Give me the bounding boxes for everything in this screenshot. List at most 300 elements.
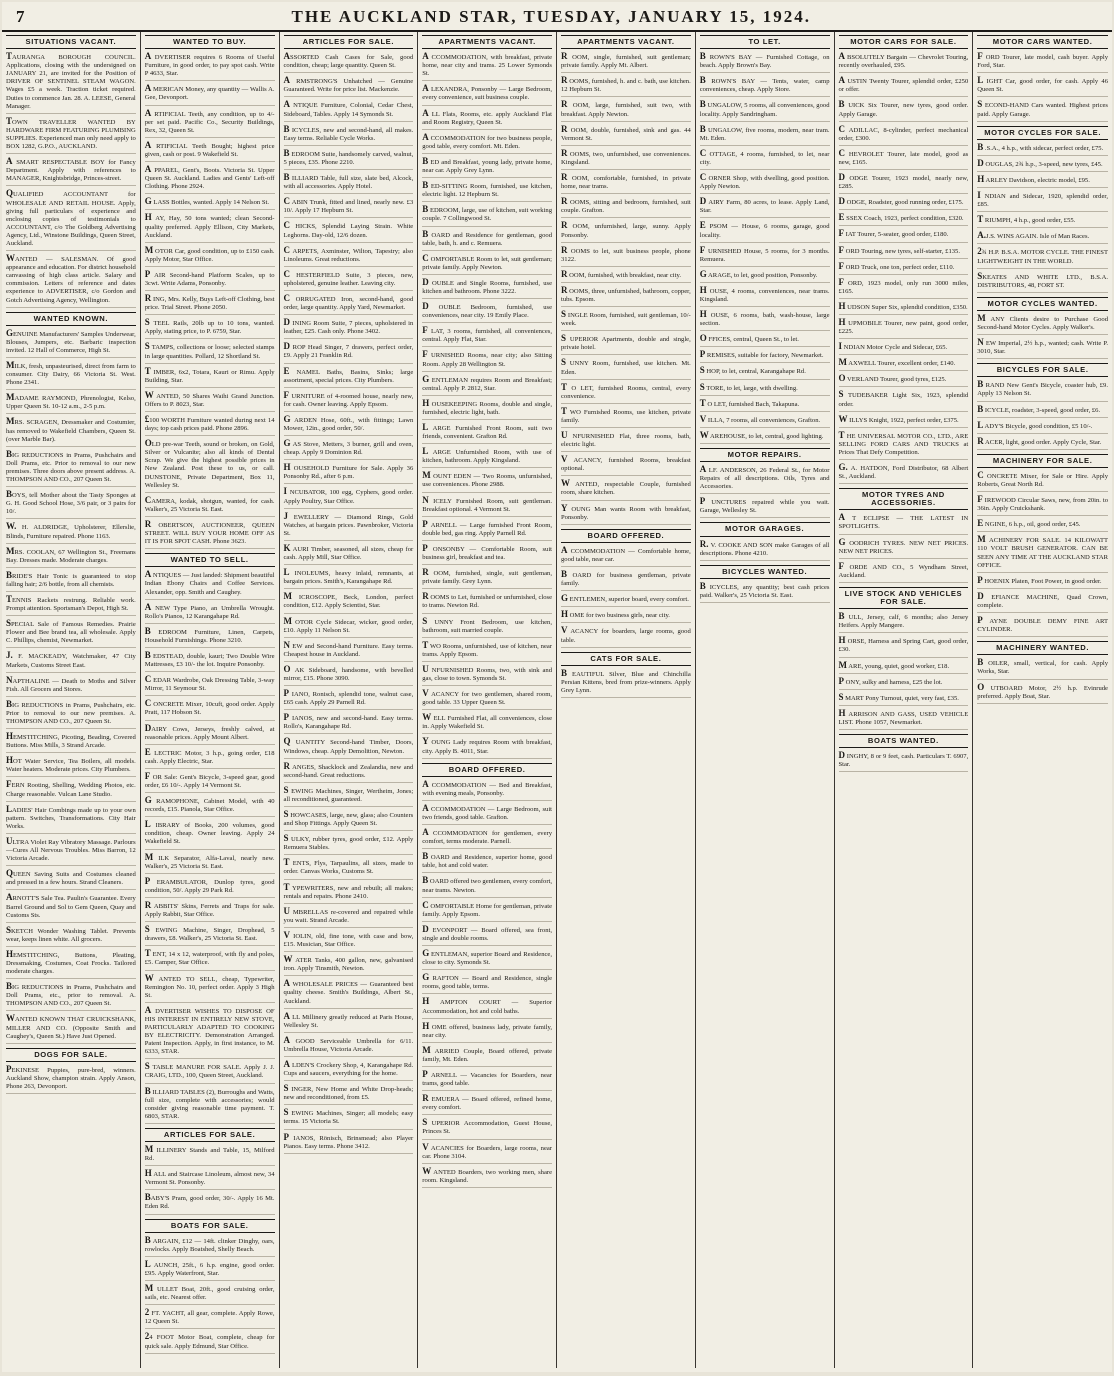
classified-ad: R OOMS to Let, furnished or unfurnished, close to trams. Newton Rd. (422, 592, 552, 613)
classified-ad: WANTED KNOWN THAT CRUICKSHANK, MILLER AND CO. (Opposite Smith and Caughey's, Queen St.) Have Just Opened. (6, 1014, 136, 1043)
classified-ad: W ATER Tanks, 400 gallon, new, galvanised iron. Apply Tinsmith, Newton. (284, 955, 414, 976)
classified-ad: B EDROOM Suite, handsomely carved, walnut, 5 pieces, £35. Phone 2210. (284, 149, 414, 170)
classified-ad: B EDROOM, large, use of kitchen, suit working couple. 7 Collingwood St. (422, 205, 552, 226)
classified-ad: £100 WORTH Furniture wanted during next 14 days; top cash prices paid. Phone 2896. (145, 415, 275, 436)
classified-ad: B EDROOM Furniture, Linen, Carpets, Household Furnishings. Phone 3210. (145, 627, 275, 648)
classified-ad: F LAT, 3 rooms, furnished, all conveniences, central. Apply Flat, Star. (422, 326, 552, 347)
classified-ad: A CCOMMODATION for gentlemen, every comfort, terms moderate. Parnell. (422, 828, 552, 849)
classified-ad: S TAMPS, collections or loose; selected stamps in large quantities. Pollard, 12 Shortland St. (145, 342, 275, 363)
classified-ad: A CCOMMODATION, with breakfast, private home, near city and trams. 25 Lower Symonds St. (422, 52, 552, 81)
classified-ad: F ORD Tourer, late model, cash buyer. Apply Ford, Star. (977, 52, 1108, 73)
page-number: 7 (16, 7, 25, 26)
classified-ad: A LL Flats, Rooms, etc. apply Auckland Flat and Room Registry, Queen St. (422, 109, 552, 130)
classified-ad: WANTED — SALESMAN. Of good appearance and education. For district household canvassing of high class article. Salary and commission. Letters of reference and dates experience to ADVERTISER, c/o Gordon and Gotch Advertising Agency, Wellington. (6, 254, 136, 308)
classified-ad: L IBRARY of Books, 200 volumes, good condition, cheap. Owner leaving. Apply 24 Wakefield St. (145, 820, 275, 849)
classified-ad: TOWN TRAVELLER WANTED BY HARDWARE FIRM FEATURING PLUMBING SUPPLIES. Experienced man only need apply to BOX 1282, G.P.O., AUCKLAND. (6, 117, 136, 154)
classified-ad: G ARAGE, to let, good position, Ponsonby. (700, 270, 830, 283)
classified-ad: E PSOM — House, 6 rooms, garage, good locality. (700, 221, 830, 242)
classified-ad: M AXWELL Tourer, excellent order, £140. (839, 358, 969, 371)
classified-ad: H ORSE, Harness and Spring Cart, good order, £30. (839, 636, 969, 657)
classified-ad: P IANOS, new and second-hand. Easy terms. Rollo's, Karangahape Rd. (284, 713, 414, 734)
classified-ad: D AIRY Farm, 80 acres, to lease. Apply Land, Star. (700, 197, 830, 218)
section-heading: DOGS FOR SALE. (6, 1048, 136, 1062)
classified-ad: J. F. MACKEADY, Watchmaker, 47 City Markets, Customs Street East. (6, 651, 136, 672)
classified-ad: B ILLIARD Table, full size, slate bed, Alcock, with all accessories. Apply Hotel. (284, 173, 414, 194)
classified-ad: M OTOR Cycle Sidecar, wicker, good order, £10. Apply 11 Nelson St. (284, 617, 414, 638)
classified-ad: V ACANCY, furnished Rooms, breakfast optional. (561, 455, 691, 476)
column-4 (418, 32, 557, 1368)
classified-ad: R. V. COOKE AND SON make Garages of all descriptions. Phone 4210. (700, 540, 830, 561)
classified-ad: O VERLAND Tourer, good tyres, £125. (839, 374, 969, 387)
classified-ad: A RTIFICIAL Teeth Bought; highest price given, cash or post. 9 Wakefield St. (145, 141, 275, 162)
classified-ad: F IAT Tourer, 5-seater, good order, £180. (839, 229, 969, 242)
classified-ad: S UPERIOR Accommodation, Guest House, Princes St. (422, 1118, 552, 1139)
classified-ad: P IANOS, Rönisch, Brinsmead; also Player Pianos. Easy terms. Phone 3412. (284, 1133, 414, 1154)
section-heading: MOTOR CARS FOR SALE. (839, 35, 969, 49)
classified-ad: A LL Millinery greatly reduced at Paris House, Wellesley St. (284, 1012, 414, 1033)
classified-ad: H OUSEHOLD Furniture for Sale. Apply 36 Ponsonby Rd., after 6 p.m. (284, 463, 414, 484)
classified-ad: M ARE, young, quiet, good worker, £18. (839, 661, 969, 674)
classified-ad: 2 FT. YACHT, all gear, complete. Apply Rowe, 12 Queen St. (145, 1308, 275, 1329)
column-6 (696, 32, 835, 1368)
section-heading: MACHINERY FOR SALE. (977, 454, 1108, 468)
classified-ad: R OOM, furnished, single, suit gentleman, private family. Grey Lynn. (422, 568, 552, 589)
classified-ad: B ROWN'S BAY — Furnished Cottage, on beach. Apply Brown's Bay. (700, 52, 830, 73)
classified-ad: R OBERTSON, AUCTIONEER, QUEEN STREET. WILL BUY YOUR HOME OFF AS IT IS FOR SPOT CASH. Phone 3623. (145, 520, 275, 549)
column-3 (280, 32, 419, 1368)
classified-ad: P ARNELL — Vacancies for Boarders, near trams, good table. (422, 1070, 552, 1091)
classified-ad: H OME for two business girls, near city. (561, 610, 691, 623)
classified-ad: HOT Water Service, Tea Boilers, all models. Water heaters. Moderate prices. City Plumbers. (6, 756, 136, 777)
classified-ad: S MART Pony Turnout, quiet, very fast, £35. (839, 693, 969, 706)
classified-ad: D EVONPORT — Board offered, sea front, single and double rooms. (422, 925, 552, 946)
classified-ad: F ORD Touring, new tyres, self-starter, £135. (839, 246, 969, 259)
classified-ad: F OR Sale: Gent's Bicycle, 3-speed gear, good order, £6 10/-. Apply 14 Vermont St. (145, 772, 275, 793)
classified-ad: D OUGLAS, 2¾ h.p., 3-speed, new tyres, £45. (977, 159, 1108, 172)
classified-ad: H AMPTON COURT — Superior Accommodation, hot and cold baths. (422, 997, 552, 1018)
section-heading: MOTOR CYCLES FOR SALE. (977, 126, 1108, 140)
classified-ad: R OOMS, furnished, h. and c. bath, use kitchen. 12 Hepburn St. (561, 76, 691, 97)
classified-ad: W ANTED, 50 Shares Waihi Grand Junction. Offers to P. 8023, Star. (145, 391, 275, 412)
classified-ad: F IREWOOD Circular Saws, new, from 20in. to 36in. Apply Cruickshank. (977, 495, 1108, 516)
section-heading: BOATS FOR SALE. (145, 1219, 275, 1233)
classified-ad: R OOMS, three, unfurnished, bathroom, copper, tubs. Epsom. (561, 286, 691, 307)
classified-ad: F URNITURE of 4-roomed house, nearly new, for cash. Owner leaving. Apply Epsom. (284, 391, 414, 412)
classified-ad: S INGER, New Home and White Drop-heads; new and reconditioned, from £5. (284, 1084, 414, 1105)
classified-ad: B UNGALOW, five rooms, modern, near tram. Mt. Eden. (700, 125, 830, 146)
classified-ad: F ORD, 1923 model, only run 3000 miles, £165. (839, 278, 969, 299)
classified-ad: S UPERIOR Apartments, double and single, private hotel. (561, 334, 691, 355)
classified-ad: U NFURNISHED Flat, three rooms, bath, electric light. (561, 431, 691, 452)
classified-ad: D ODGE Tourer, 1923 model, nearly new, £285. (839, 173, 969, 194)
classified-ad: B EDSTEAD, double, kauri; Two Double Wire Mattresses, £3 10/- the lot. Inquire Ponsonby. (145, 651, 275, 672)
classified-ad: C OMFORTABLE Room to let, suit gentleman; private family. Apply Newton. (422, 254, 552, 275)
classified-ad: A DVERTISER requires 6 Rooms of Useful Furniture, in good order, to pay spot cash. Write P 4633, Star. (145, 52, 275, 81)
classified-ad: S ECOND-HAND Cars wanted. Highest prices paid. Apply Garage. (977, 100, 1108, 121)
classified-ad: C OMFORTABLE Home for gentleman, private family. Apply Epsom. (422, 901, 552, 922)
classified-ad: P HOENIX Platen, Foot Power, in good order. (977, 576, 1108, 589)
classified-ad: R OOM, double, furnished, sink and gas. 44 Vermont St. (561, 125, 691, 146)
classified-ad: L ADY'S Bicycle, good condition, £5 10/-. (977, 421, 1108, 434)
classified-ad: C ARPETS, Axminster, Wilton, Tapestry; also Linoleums. Great reductions. (284, 246, 414, 267)
classified-ad: T IMBER, 6x2, Totara, Kauri or Rimu. Apply Building, Star. (145, 367, 275, 388)
classified-ad: S EWING Machines, Singer, Wertheim, Jones; all reconditioned, guaranteed. (284, 786, 414, 807)
classified-ad: FERN Rooting, Shelling, Wedding Photos, etc. Charge reasonable. Vulcan Lane Studio. (6, 780, 136, 801)
classified-ad: A BSOLUTELY Bargain — Chevrolet Touring, recently overhauled, £95. (839, 52, 969, 73)
classified-ad: V ACANCIES for Boarders, large rooms, near car. Phone 3104. (422, 1143, 552, 1164)
classified-ad: S INGLE Room, furnished, suit gentleman, 10/- week. (561, 310, 691, 331)
section-heading: BICYCLES FOR SALE. (977, 363, 1108, 377)
classified-ad: B ULL, Jersey, calf, 6 months; also Jersey Heifers. Apply Mangere. (839, 612, 969, 633)
classified-ad: P AYNE DOUBLE DEMY FINE ART CYLINDER. (977, 616, 1108, 637)
section-heading: WANTED KNOWN. (6, 312, 136, 326)
classified-ad: W ELL Furnished Flat, all conveniences, close in. Apply Wakefield St. (422, 713, 552, 734)
classified-ad: SPECIAL Sale of Famous Remedies. Prairie Flower and Bee brand tea, all wholesale. Apply C. Phillips, chemist, Newmarket. (6, 619, 136, 648)
classified-ad: D ODGE, Roadster, good running order, £175. (839, 197, 969, 210)
classified-ad: M ANY Clients desire to Purchase Good Second-hand Motor Cycles. Apply Walker's. (977, 314, 1108, 335)
classified-ad: PEKINESE Puppies, pure-bred, winners. Auckland Show, champion strain. Apply Anson, Phone 263, Devonport. (6, 1065, 136, 1094)
classified-ad: B ED and Breakfast, young lady, private home, near car. Apply Grey Lynn. (422, 157, 552, 178)
classified-ad: C ABIN Trunk, fitted and lined, nearly new. £3 10/. Apply 17 Hepburn St. (284, 197, 414, 218)
classified-ad: R ANGES, Shacklock and Zealandia, new and second-hand. Great reductions. (284, 762, 414, 783)
classified-ad: G AS Stove, Metters, 3 burner, grill and oven, cheap. Apply 9 Dominion Rd. (284, 439, 414, 460)
classified-ad: W ANTED TO SELL, cheap, Typewriter, Remington No. 10, perfect order. Apply 3 High St. (145, 974, 275, 1003)
classified-ad: O UTBOARD Motor, 2½ h.p. Evinrude preferred. Apply Boat, Star. (977, 683, 1108, 704)
classified-ad: A CCOMMODATION — Bed and Breakfast, with evening meals, Ponsonby. (422, 780, 552, 801)
classified-ad: R OOM, comfortable, furnished, in private home, near trams. (561, 173, 691, 194)
classified-ad: B ROWN'S BAY — Tents, water, camp conveniences, cheap. Apply Store. (700, 76, 830, 97)
classified-ad: BIG REDUCTIONS in Prams, Pushchairs and Doll Prams, etc., prior to removal. A. THOMPSON AND CO., 207 Queen St. (6, 982, 136, 1011)
classified-ad: S TORE, to let, large, with dwelling. (700, 383, 830, 396)
classified-ad: G. A. HATDON, Ford Distributor, 68 Albert St., Auckland. (839, 463, 969, 484)
classified-ad: A LF. ANDERSON, 26 Federal St., for Motor Repairs of all descriptions. Oils, Tyres and Accessories. (700, 465, 830, 494)
classified-ad: MADAME RAYMOND, Phrenologist, Kelso, Upper Queen St. 10-12 a.m., 2-5 p.m. (6, 393, 136, 414)
classified-ad: DAIRY Cows, Jerseys, freshly calved, at reasonable prices. Apply Mount Albert. (145, 724, 275, 745)
classified-ad: QUEEN Saving Suits and Costumes cleaned and pressed in a few hours. Strand Cleaners. (6, 869, 136, 890)
classified-ad: G ENTLEMAN, superior Board and Residence, close to city. Symonds St. (422, 949, 552, 970)
classified-ad: P ARNELL — Large furnished Front Room, double bed, gas ring. Apply Parnell Rd. (422, 520, 552, 541)
classified-ad: TAURANGA BOROUGH COUNCIL. Applications, closing with the undersigned on JANUARY 21, are invited for the Position of DRIVER OF SENTINEL STEAM WAGON. Wages £5 a week. Traction ticket required. Duties to commence Jan. 28. A. LEESE, General Manager. (6, 52, 136, 114)
classified-ad: O AK Sideboard, handsome, with bevelled mirror, £15. Phone 3090. (284, 665, 414, 686)
classified-ad: C ORNER Shop, with dwelling, good position. Apply Newton. (700, 173, 830, 194)
classified-ad: F ORD Truck, one ton, perfect order, £110. (839, 262, 969, 275)
classified-ad: F URNISHED Rooms, near city; also Sitting Room. Apply 28 Wellington St. (422, 350, 552, 371)
classified-ad: L ARGE Furnished Front Room, suit two friends, convenient. Grafton Rd. (422, 423, 552, 444)
classified-ad: S EWING Machine, Singer, Drophead, 5 drawers, £8. Walker's, 25 Victoria St. East. (145, 925, 275, 946)
classified-ad: A LDEN'S Crockery Shop, 4, Karangahape Rd. Cups and saucers, everything for the home. (284, 1060, 414, 1081)
classified-ad: R OOM, unfurnished, large, sunny. Apply Ponsonby. (561, 221, 691, 242)
column-2 (141, 32, 280, 1368)
classified-ad: B ICYCLES, new and second-hand, all makes. Easy terms. Reliable Cycle Works. (284, 125, 414, 146)
section-heading: BICYCLES WANTED. (700, 565, 830, 579)
section-heading: LIVE STOCK AND VEHICLES FOR SALE. (839, 587, 969, 609)
classified-ad: B OARD and Residence, superior home, good table, hot and cold water. (422, 852, 552, 873)
classified-ad: T HE UNIVERSAL MOTOR CO., LTD., ARE SELLING FORD CARS AND TRUCKS at Prices That Defy Competition. (839, 431, 969, 460)
classified-ad: A SMART RESPECTABLE BOY for Fancy Department. Apply with references to MANAGER, Knightsbridge, Princes-street. (6, 157, 136, 186)
classified-ad: MRS. SCRAGEN, Dressmaker and Costumier, has removed to Wakefield Chambers, Queen St. (over Marble Bar). (6, 417, 136, 446)
classified-ad: ARNOTT'S Sale Tea. Paulin's Guarantee. Every Barrel Ground and Sol to Gem Queen, Quay and Customs Sts. (6, 893, 136, 922)
classified-ad: M OTOR Car, good condition, up to £150 cash. Apply Motor, Star Office. (145, 246, 275, 267)
classified-ad: B OARD offered two gentlemen, every comfort, near trams. Newton. (422, 876, 552, 897)
classified-ad: G ENTLEMEN, superior board, every comfort. (561, 594, 691, 607)
classified-ad: B OARD and Residence for gentleman, good table, bath, h. and c. Remuera. (422, 230, 552, 251)
classified-ad: W AREHOUSE, to let, central, good lighting. (700, 431, 830, 444)
classified-ad: I NDIAN and Sidecar, 1920, splendid order, £85. (977, 191, 1108, 212)
classified-ad: BIG REDUCTIONS in Prams, Pushchairs, etc. Prior to removal to our new premises. A. THOMPSON AND CO., 207 Queen St. (6, 700, 136, 729)
classified-ad: A RTIFICIAL Teeth, any condition, up to 4/- per set paid. Pacific Co., Security Buildings, Rex, 32, Queen St. (145, 109, 275, 138)
classified-ad: P ONY, sulky and harness, £25 the lot. (839, 677, 969, 690)
classified-ad: V IOLIN, old, fine tone, with case and bow, £15. Musician, Star Office. (284, 931, 414, 952)
classified-ad: A NTIQUES — Just landed: Shipment beautiful Indian Ebony Chairs and Coffee Services. Alexander, opp. Smith and Caughey. (145, 570, 275, 599)
classified-ad: G LASS Bottles, wanted. Apply 14 Nelson St. (145, 197, 275, 210)
classified-ad: M ARRIED Couple, Board offered, private family, Mt. Eden. (422, 1046, 552, 1067)
classified-ad: K AURI Timber, seasoned, all sizes, cheap for cash. Apply Mill, Star Office. (284, 544, 414, 565)
classified-ad: B OILER, small, vertical, for cash. Apply Works, Star. (977, 658, 1108, 679)
classified-ad: 24 FOOT Motor Boat, complete, cheap for quick sale. Apply Edmund, Star Office. (145, 1332, 275, 1353)
classified-ad: I NDIAN Motor Cycle and Sidecar, £65. (839, 342, 969, 355)
classified-ad: S UNNY Front Bedroom, use kitchen, bathroom, suit married couple. (422, 617, 552, 638)
classified-ad: T O LET, furnished Rooms, central, every convenience. (561, 383, 691, 404)
classified-ad: C ORRUGATED Iron, second-hand, good order, large quantity. Apply Yard, Newmarket. (284, 294, 414, 315)
classified-ad: A USTIN Twenty Tourer, splendid order, £250 or offer. (839, 76, 969, 97)
classified-ad: OLD pre-war Teeth, sound or broken, on Gold, Silver or Vulcanite; also all kinds of Dental Scrap. We give the highest possible prices in New Zealand. Post these to us, or call. DUNSTONE, Private Department, Box 11, Wellesley St. (145, 439, 275, 493)
classified-ad: B UNGALOW, 5 rooms, all conveniences, good locality. Apply Sandringham. (700, 100, 830, 121)
section-heading: APARTMENTS VACANT. (422, 35, 552, 49)
classified-ad: LADIES' Hair Combings made up to your own pattern. Switches, Transformations. City Hair Works. (6, 805, 136, 834)
classified-ad: MRS. COOLAN, 67 Wellington St., Freemans Bay. Dresses made. Moderate charges. (6, 547, 136, 568)
classified-ad: A CCOMMODATION for two business people, good table, every comfort. Mt. Eden. (422, 133, 552, 154)
classified-ad: A LEXANDRA, Ponsonby — Large Bedroom, every convenience, suit business couple. (422, 84, 552, 105)
classified-ad: G RAMOPHONE, Cabinet Model, with 40 records, £15. Pianola, Star Office. (145, 796, 275, 817)
classified-ad: C EDAR Wardrobe, Oak Dressing Table, 3-way Mirror, 11 Seymour St. (145, 675, 275, 696)
classified-ad: W ILLYS Knight, 1922, perfect order, £375. (839, 415, 969, 428)
classified-ad: W ANTED Boarders, two working men, share room. Kingsland. (422, 1167, 552, 1188)
classified-ad: CAMERA, kodak, shotgun, wanted, for cash. Walker's, 25 Victoria St. East. (145, 496, 275, 517)
classified-ad: F ORDE AND CO., 5 Wyndham Street, Auckland. (839, 562, 969, 583)
classified-ad: R OOMS, sitting and bedroom, furnished, suit couple. Grafton. (561, 197, 691, 218)
section-heading: MOTOR CARS WANTED. (977, 35, 1108, 49)
classified-ad: E NAMEL Baths, Basins, Sinks; large assortment, special prices. City Plumbers. (284, 367, 414, 388)
classified-ad: G OODRICH TYRES. NEW NET PRICES. NEW NET PRICES. (839, 538, 969, 559)
classified-ad: A DVERTISER WISHES TO DISPOSE OF HIS INTEREST IN ENTIRELY NEW STOVE, PARTICULARLY ADAPTED TO COOKING BY ELECTRICITY. Demonstration Arranged. Patent Inspection. Apply, in first instance, to M. 6333, STAR. (145, 1006, 275, 1060)
classified-ad: HEMSTITCHING, Buttons, Pleating, Dressmaking, Costumes, Coat Frocks. Tailored moderate charges. (6, 950, 136, 979)
classified-ad: M OUNT EDEN — Two Rooms, unfurnished, use conveniences. Phone 2988. (422, 471, 552, 492)
classified-ad: BRIDE'S Hair Tonic is guaranteed to stop falling hair; 2/6 bottle, from all chemists. (6, 571, 136, 592)
classified-ad: H AY, Hay, 50 tons wanted; clean Second-quality preferred. Apply Ellison, City Markets, Auckland. (145, 213, 275, 242)
classified-ad: D INING Room Suite, 7 pieces, upholstered in leather, £25. Cash only. Phone 3402. (284, 318, 414, 339)
classified-ad: H OUSEKEEPING Rooms, double and single, furnished, electric light, bath. (422, 399, 552, 420)
newspaper-title: THE AUCKLAND STAR, TUESDAY, JANUARY 15, 1924. (291, 7, 811, 26)
classified-ad: C HESTERFIELD Suite, 3 pieces, new, upholstered, genuine leather. Leaving city. (284, 270, 414, 291)
classified-ad: A.J.S. WINS AGAIN. Isle of Man Races. (977, 231, 1108, 244)
classified-ad: D INGHY, 8 or 9 feet, cash. Particulars T. 6907, Star. (839, 751, 969, 772)
classified-ad: C HEVROLET Tourer, late model, good as new, £165. (839, 149, 969, 170)
classified-ad: F URNISHED House, 5 rooms, for 3 months. Remuera. (700, 246, 830, 267)
classified-ad: M ILLINERY Stands and Table, 15, Milford Rd. (145, 1145, 275, 1166)
classified-ad: V ACANCY for two gentlemen, shared room, good table. 33 Upper Queen St. (422, 689, 552, 710)
classified-ad: L ARGE Unfurnished Room, with use of kitchen, bathroom. Apply Kingsland. (422, 447, 552, 468)
masthead (2, 2, 1112, 32)
classified-ad: A WHOLESALE PRICES — Guaranteed best quality cheese. Smith's Buildings, Albert St., Auckland. (284, 979, 414, 1008)
classified-ad: R ACER, light, good order. Apply Cycle, Star. (977, 437, 1108, 450)
classified-ad: P ONSONBY — Comfortable Room, suit business girl, breakfast and tea. (422, 544, 552, 565)
classified-ad: R EMUERA — Board offered, refined home, every comfort. (422, 1094, 552, 1115)
section-heading: ARTICLES FOR SALE. (284, 35, 414, 49)
classified-ad: P ERAMBULATOR, Dunlop tyres, good condition, 50/. Apply 29 Park Rd. (145, 877, 275, 898)
classified-ad: C ONCRETE Mixer, 10cuft, good order. Apply Pratt, 117 Hobson St. (145, 699, 275, 720)
classified-ad: R OOM, single, furnished, suit gentleman; private family. Apply Mt. Albert. (561, 52, 691, 73)
classified-ad: B UICK Six Tourer, new tyres, good order. Apply Garage. (839, 100, 969, 121)
classified-ad: Q UANTITY Second-hand Timber, Doors, Windows, cheap. Apply Demolition, Newton. (284, 737, 414, 758)
classified-ad: B EAUTIFUL Silver, Blue and Chinchilla Persian Kittens, bred from prize-winners. Apply Grey Lynn. (561, 669, 691, 698)
section-heading: TO LET. (700, 35, 830, 49)
classified-ad: A CCOMMODATION — Large Bedroom, suit two friends, good table. Grafton. (422, 804, 552, 825)
section-heading: CATS FOR SALE. (561, 652, 691, 666)
classified-columns (2, 32, 1112, 1368)
classified-ad: H ALL and Staircase Linoleum, almost new, 34 Vermont St. Ponsonby. (145, 1169, 275, 1190)
classified-ad: D OUBLE Bedroom, furnished, use conveniences, near city. 19 Emily Place. (422, 302, 552, 323)
classified-ad: SKEATES AND WHITE LTD., B.S.A. DISTRIBUTORS, 48, FORT ST. (977, 272, 1108, 293)
classified-ad: NAPTHALINE — Death to Moths and Silver Fish. All Grocers and Stores. (6, 676, 136, 697)
classified-ad: BABY'S Pram, good order, 30/-. Apply 16 Mt. Eden Rd. (145, 1193, 275, 1214)
section-heading: ARTICLES FOR SALE. (145, 1128, 275, 1142)
classified-ad: M ACHINERY FOR SALE. 14 KILOWATT 110 VOLT BRUSH GENERATOR. CAN BE SEEN ANY TIME AT THE AUCKLAND STAR OFFICE. (977, 535, 1108, 572)
classified-ad: A T ECLIPSE — THE LATEST IN SPOTLIGHTS. (839, 513, 969, 534)
classified-ad: ULTRA Violet Ray Vibratory Massage. Parlours—Cures All Nervous Troubles. Miss Barron, 12 Victoria Arcade. (6, 837, 136, 866)
classified-ad: N EW and Second-hand Furniture. Easy terms. Cheapest house in Auckland. (284, 641, 414, 662)
classified-ad: A RMSTRONG'S Unhatched — Genuine Guaranteed. Write for price list. Mackenzie. (284, 76, 414, 97)
classified-ad: L AUNCH, 25ft., 6 h.p. engine, good order. £95. Apply Waterfront, Star. (145, 1260, 275, 1281)
classified-ad: P REMISES, suitable for factory, Newmarket. (700, 350, 830, 363)
classified-ad: N EW Imperial, 2½ h.p., wanted; cash. Write P. 3010, Star. (977, 338, 1108, 359)
classified-ad: I NCUBATOR, 100 egg, Cyphers, good order. Apply Poultry, Star Office. (284, 487, 414, 508)
classified-ad: S EWING Machines, Singer; all models; easy terms. 15 Victoria St. (284, 1108, 414, 1129)
classified-ad: R OOM, large, furnished, suit two, with breakfast. Apply Newton. (561, 100, 691, 121)
classified-ad: B .S.A., 4 h.p., with sidecar, perfect order, £75. (977, 143, 1108, 156)
classified-ad: A NTIQUE Furniture, Colonial, Cedar Chest, Sideboard, Tables. Apply 14 Symonds St. (284, 100, 414, 121)
classified-ad: D ROP Head Singer, 7 drawers, perfect order, £9. Apply 21 Franklin Rd. (284, 342, 414, 363)
classified-ad: B ICYCLES, any quantity; best cash prices paid. Walker's, 25 Victoria St. East. (700, 582, 830, 603)
classified-ad: T RIUMPH, 4 h.p., good order, £55. (977, 215, 1108, 228)
classified-ad: Y OUNG Lady requires Room with breakfast, city. Apply B. 4011, Star. (422, 737, 552, 758)
classified-ad: B ED-SITTING Room, furnished, use kitchen, electric light. 12 Hepburn St. (422, 181, 552, 202)
classified-ad: C HICKS, Splendid Laying Strain. White Leghorns. Day-old, 12/6 dozen. (284, 221, 414, 242)
column-5 (557, 32, 696, 1368)
newspaper-page (2, 2, 1112, 1372)
classified-ad: S TEEL Rails, 20lb up to 10 tons, wanted. Apply, stating price, to P. 6759, Star. (145, 318, 275, 339)
classified-ad: B ICYCLE, roadster, 3-speed, good order, £6. (977, 405, 1108, 418)
classified-ad: T ENTS, Flys, Tarpaulins, all sizes, made to order. Canvas Works, Customs St. (284, 858, 414, 879)
classified-ad: A CCOMMODATION — Comfortable home, good table, near car. (561, 546, 691, 567)
classified-ad: B ILLIARD TABLES (2), Burroughs and Watts, full size, complete with accessories; would consider giving reasonable time payment. T. 6803, STAR. (145, 1087, 275, 1124)
section-heading: MOTOR REPAIRS. (700, 448, 830, 462)
section-heading: WANTED TO BUY. (145, 35, 275, 49)
classified-ad: A GOOD Serviceable Umbrella for 6/11. Umbrella House, Victoria Arcade. (284, 1036, 414, 1057)
column-1 (2, 32, 141, 1368)
classified-ad: R OOMS to let, suit business people, phone 3122. (561, 246, 691, 267)
classified-ad: C ONCRETE Mixer, for Sale or Hire. Apply Roberts, Great North Rd. (977, 471, 1108, 492)
classified-ad: S ULKY, rubber tyres, good order, £12. Apply Remuera Stables. (284, 834, 414, 855)
section-heading: BOATS WANTED. (839, 734, 969, 748)
section-heading: APARTMENTS VACANT. (561, 35, 691, 49)
classified-ad: SKETCH Wonder Washing Tablet. Prevents wear, keeps linen white. All grocers. (6, 926, 136, 947)
classified-ad: H ARRISON AND GASS, USED VEHICLE LIST. Phone 1057, Newmarket. (839, 709, 969, 730)
classified-ad: Y OUNG Man wants Room with breakfast, Ponsonby. (561, 504, 691, 525)
classified-ad: G RAFTON — Board and Residence, single rooms, good table, terms. (422, 973, 552, 994)
classified-ad: T ENT, 14 x 12, waterproof, with fly and poles, £5. Camper, Star Office. (145, 949, 275, 970)
classified-ad: GENUINE Manufacturers' Samples Underwear, Blouses, Jumpers, etc. Barbaric inspection invited. 12 Hall of Commerce, High St. (6, 329, 136, 358)
section-heading: SITUATIONS VACANT. (6, 35, 136, 49)
classified-ad: D OUBLE and Single Rooms, furnished, use kitchen and bathroom. Phone 3222. (422, 278, 552, 299)
classified-ad: O FFICES, central, Queen St., to let. (700, 334, 830, 347)
classified-ad: BIG REDUCTIONS in Prams, Pushchairs and Doll Prams, etc. Prior to removal to our new premises. Three doors above present address. A. THOMPSON AND CO., 207 Queen St. (6, 450, 136, 487)
classified-ad: H OUSE, 6 rooms, bath, wash-house, large section. (700, 310, 830, 331)
classified-ad: S TUDEBAKER Light Six, 1923, splendid order. (839, 390, 969, 411)
classified-ad: R ABBITS' Skins, Ferrets and Traps for sale. Apply Rabbit, Star Office. (145, 901, 275, 922)
classified-ad: B OARD for business gentleman, private family. (561, 570, 691, 591)
classified-ad: P IANO, Ronisch, splendid tone, walnut case, £65 cash. Apply 29 Parnell Rd. (284, 689, 414, 710)
classified-ad: G ARDEN Hose, 60ft., with fittings; Lawn Mower, 12in., good order, 50/. (284, 415, 414, 436)
classified-ad: M ILK Separator, Alfa-Laval, nearly new. Walker's, 25 Victoria St. East. (145, 853, 275, 874)
classified-ad: U NFURNISHED Rooms, two, with sink and gas, close to town. Symonds St. (422, 665, 552, 686)
section-heading: WANTED TO SELL. (145, 553, 275, 567)
section-heading: MOTOR CYCLES WANTED. (977, 297, 1108, 311)
classified-ad: L INOLEUMS, heavy inlaid, remnants, at bargain prices. Smith's, Karangahape Rd. (284, 568, 414, 589)
classified-ad: M ULLET Boat, 20ft., good cruising order, sails, etc. Nearest offer. (145, 1284, 275, 1305)
classified-ad: V ACANCY for boarders, large rooms, good table. (561, 626, 691, 647)
classified-ad: E SSEX Coach, 1923, perfect condition, £320. (839, 213, 969, 226)
classified-ad: 2¾ H.P. B.S.A. MOTOR CYCLE. THE FINEST LIGHTWEIGHT IN THE WORLD. (977, 247, 1108, 268)
classified-ad: H UPMOBILE Tourer, new paint, good order, £225. (839, 318, 969, 339)
classified-ad: TENNIS Rackets restrung. Reliable work. Prompt attention. Sportsman's Depot, High St. (6, 595, 136, 616)
classified-ad: C ADILLAC, 8-cylinder, perfect mechanical order, £300. (839, 125, 969, 146)
classified-ad: R ING, Mrs. Kelly, Buys Left-off Clothing, best price. Trial Street. Phone 2050. (145, 294, 275, 315)
classified-ad: L IGHT Car, good order, for cash. Apply 46 Queen St. (977, 76, 1108, 97)
classified-ad: T YPEWRITERS, new and rebuilt; all makes; rentals and repairs. Phone 2410. (284, 883, 414, 904)
classified-ad: R OOMS, two, unfurnished, use conveniences. Kingsland. (561, 149, 691, 170)
classified-ad: H OME offered, business lady, private family, near city. (422, 1022, 552, 1043)
classified-ad: M ICROSCOPE, Beck, London, perfect condition, £12. Apply Scientist, Star. (284, 592, 414, 613)
classified-ad: E NGINE, 6 h.p., oil, good order, £45. (977, 519, 1108, 532)
section-heading: BOARD OFFERED. (561, 529, 691, 543)
classified-ad: S TABLE MANURE FOR SALE. Apply J. J. CRAIG, LTD., 100, Queen Street, Auckland. (145, 1062, 275, 1083)
section-heading: MOTOR TYRES AND ACCESSORIES. (839, 488, 969, 510)
classified-ad: P UNCTURES repaired while you wait. Garage, Wellesley St. (700, 497, 830, 518)
classified-ad: W ANTED, respectable Couple, furnished room, share kitchen. (561, 479, 691, 500)
classified-ad: V ILLA, 7 rooms, all conveniences, Grafton. (700, 415, 830, 428)
classified-ad: QUALIFIED ACCOUNTANT for WHOLESALE AND RETAIL HOUSE. Apply, giving full particulars of experience and enclosing copies of testimonials to ACCOUNTANT, c/o The Goldberg Advertising Agency, Ltd., Winstone Buildings, Queen Street, Auckland. (6, 189, 136, 251)
column-8 (973, 32, 1112, 1368)
classified-ad: T WO Furnished Rooms, use kitchen, private family. (561, 407, 691, 428)
classified-ad: S HOWCASES, large, new, glass; also Counters and Shop Fittings. Apply Queen St. (284, 810, 414, 831)
section-heading: MACHINERY WANTED. (977, 641, 1108, 655)
classified-ad: ASSORTED Cash Cases for Sale, good condition, cheap; large quantity. Queen St. (284, 52, 414, 73)
section-heading: BOARD OFFERED. (422, 763, 552, 777)
column-7 (835, 32, 974, 1368)
classified-ad: H ARLEY Davidson, electric model, £95. (977, 175, 1108, 188)
classified-ad: E LECTRIC Motor, 3 h.p., going order, £18 cash. Apply Electric, Star. (145, 748, 275, 769)
classified-ad: A MERICAN Money, any quantity — Wallis A. Gee, Devonport. (145, 84, 275, 105)
classified-ad: G ENTLEMAN requires Room and Breakfast; central. Apply P. 2812, Star. (422, 375, 552, 396)
classified-ad: A PPAREL, Gent's, Boots. Victoria St. Upper Queen St. Auckland. Ladies and Gents' Left-off Clothing. Phone 2924. (145, 165, 275, 194)
classified-ad: U MBRELLAS re-covered and repaired while you wait. Strand Arcade. (284, 907, 414, 928)
section-heading: MOTOR GARAGES. (700, 522, 830, 536)
classified-ad: BOYS, tell Mother about the Tasty Sponges at G. H. Good School Hose, 3/6 pair, or 3 pairs for 10/. (6, 490, 136, 519)
classified-ad: J EWELLERY — Diamond Rings, Gold Watches, at bargain prices. Pawnbroker, Victoria St. (284, 512, 414, 541)
classified-ad: A NEW Type Piano, an Umbrella Wrought. Rollo's Pianos, 12 Karangahape Rd. (145, 603, 275, 624)
classified-ad: P AIR Second-hand Platform Scales, up to 3cwt. Write Adams, Ponsonby. (145, 270, 275, 291)
classified-ad: D EFIANCE MACHINE, Quad Crown, complete. (977, 592, 1108, 613)
